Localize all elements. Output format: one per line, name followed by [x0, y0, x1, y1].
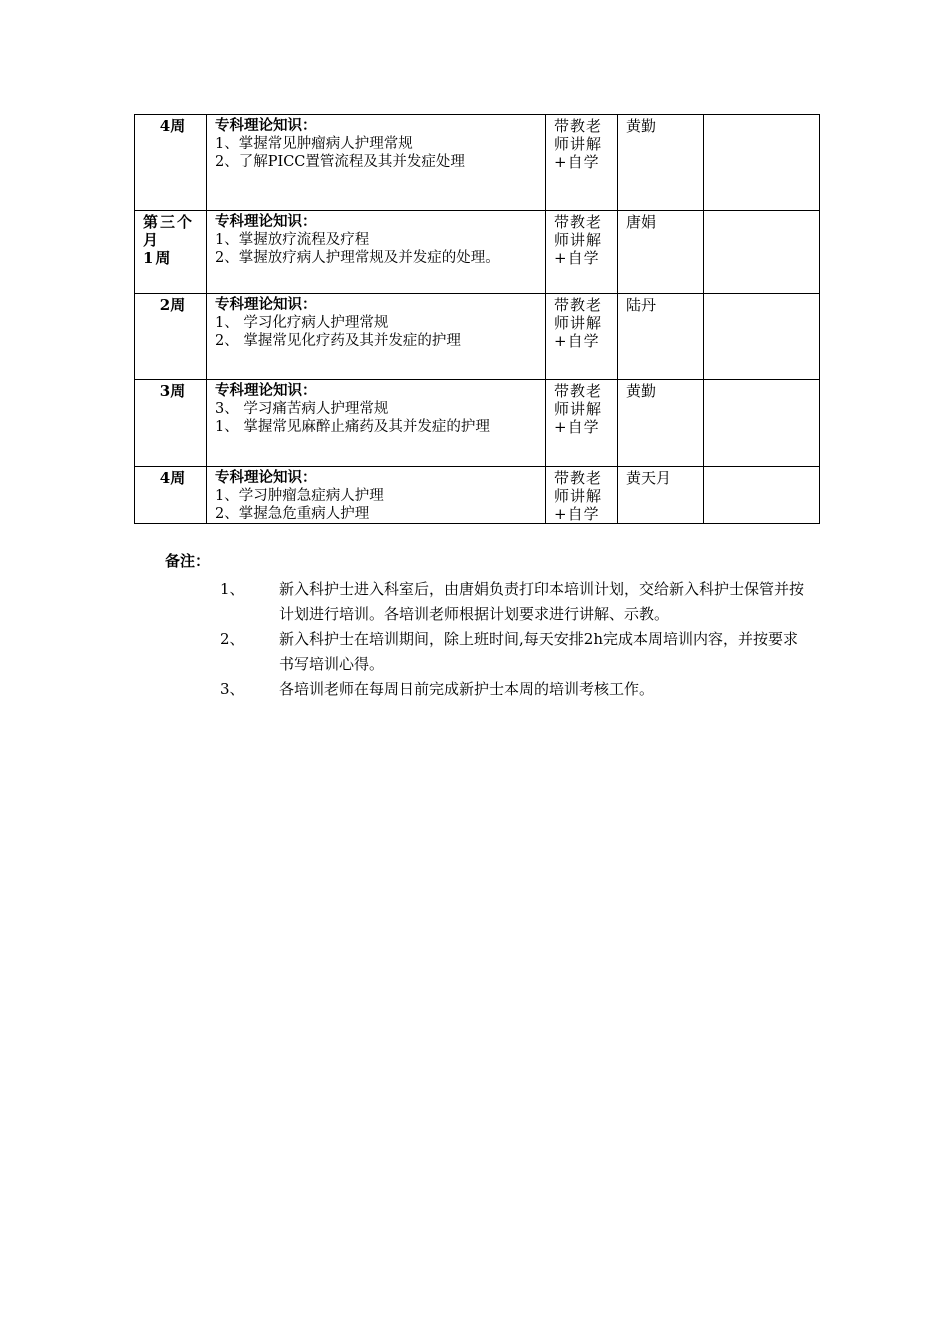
note-cell [704, 115, 820, 211]
note-text: 新入科护士在培训期间，除上班时间,每天安排2h完成本周培训内容，并按要求书写培训心得。 [279, 630, 798, 673]
table-row [135, 380, 820, 467]
week-cell: 4周 [135, 115, 207, 211]
note-number: 2、 [220, 630, 245, 648]
note-cell [704, 211, 820, 294]
table-row [135, 115, 820, 211]
content-item: 1、掌握常见肿瘤病人护理常规 [215, 136, 413, 152]
note-text: 各培训老师在每周日前完成新护士本周的培训考核工作。 [279, 680, 655, 698]
note-item [165, 577, 825, 627]
topic-heading: 专科理论知识： [215, 382, 317, 399]
notes-section [165, 550, 825, 702]
week-cell: 第三个月 1周 [135, 211, 207, 294]
content-item: 1、学习肿瘤急症病人护理 [215, 488, 384, 504]
table-row [135, 467, 820, 524]
topic-heading: 专科理论知识： [215, 296, 317, 313]
content-cell [207, 211, 546, 294]
note-number: 1、 [220, 580, 245, 598]
content-item: 1、 学习化疗病人护理常规 [215, 315, 389, 331]
method-cell: 带教老师讲解+自学 [546, 211, 618, 294]
content-item: 2、掌握放疗病人护理常规及并发症的处理。 [215, 250, 500, 266]
topic-heading: 专科理论知识： [215, 213, 317, 230]
teacher-cell: 陆丹 [618, 294, 704, 380]
method-cell: 带教老师讲解+自学 [546, 294, 618, 380]
notes-title: 备注： [165, 552, 211, 570]
method-cell: 带教老师讲解+自学 [546, 380, 618, 467]
content-cell [207, 294, 546, 380]
note-cell [704, 294, 820, 380]
week-cell: 3周 [135, 380, 207, 467]
teacher-cell: 唐娟 [618, 211, 704, 294]
content-item: 2、 掌握常见化疗药及其并发症的护理 [215, 333, 461, 349]
content-item: 2、了解PICC置管流程及其并发症处理 [215, 154, 465, 170]
content-item: 1、掌握放疗流程及疗程 [215, 232, 370, 248]
training-plan-table [134, 114, 820, 524]
note-cell [704, 380, 820, 467]
method-cell: 带教老师讲解+自学 [546, 115, 618, 211]
note-item [165, 677, 825, 702]
table-row [135, 211, 820, 294]
note-number: 3、 [220, 680, 245, 698]
week-cell: 2周 [135, 294, 207, 380]
notes-list [165, 577, 825, 702]
topic-heading: 专科理论知识： [215, 117, 317, 134]
content-cell [207, 115, 546, 211]
content-cell [207, 467, 546, 524]
note-text: 新入科护士进入科室后，由唐娟负责打印本培训计划，交给新入科护士保管并按计划进行培训。各培训老师根据计划要求进行讲解、示教。 [279, 580, 805, 623]
table-row [135, 294, 820, 380]
content-cell [207, 380, 546, 467]
week-cell: 4周 [135, 467, 207, 524]
note-item [165, 627, 825, 677]
note-cell [704, 467, 820, 524]
topic-heading: 专科理论知识： [215, 469, 317, 486]
teacher-cell: 黄天月 [618, 467, 704, 524]
content-item: 2、掌握急危重病人护理 [215, 506, 370, 522]
method-cell: 带教老师讲解+自学 [546, 467, 618, 524]
content-item: 3、 学习痛苦病人护理常规 [215, 401, 389, 417]
teacher-cell: 黄勤 [618, 380, 704, 467]
teacher-cell: 黄勤 [618, 115, 704, 211]
content-item: 1、 掌握常见麻醉止痛药及其并发症的护理 [215, 419, 490, 435]
